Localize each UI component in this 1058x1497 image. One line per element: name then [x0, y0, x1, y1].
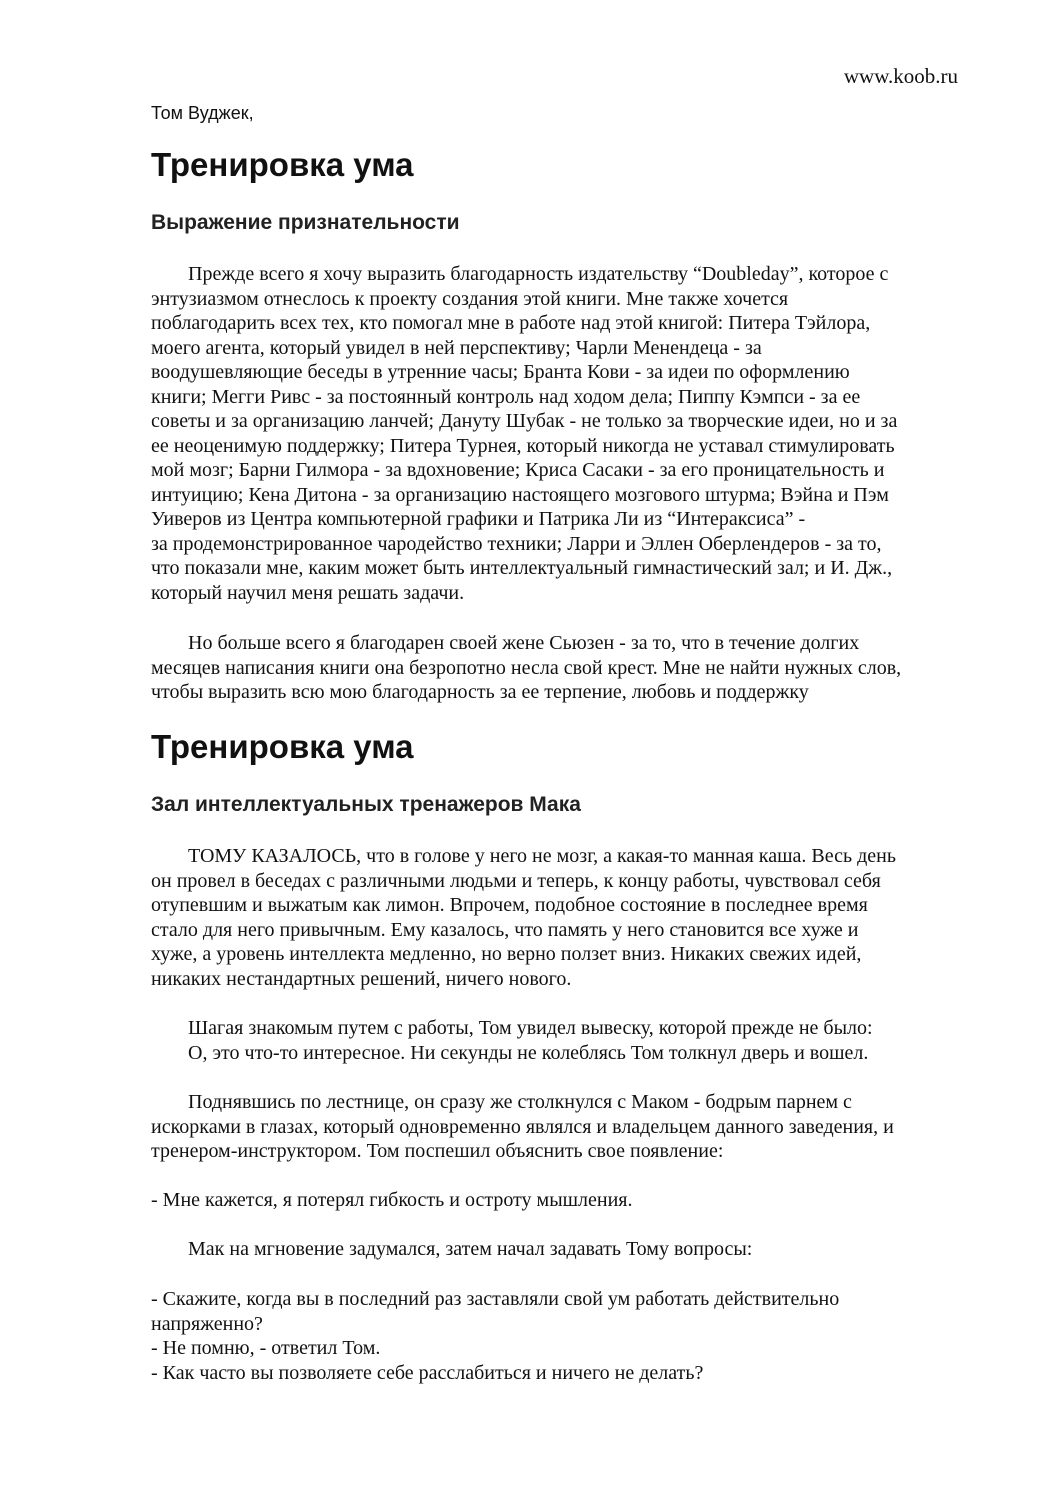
text-line: моего агента, который увидел в ней перспективу; Чарли Менендеца - за: [151, 336, 762, 359]
paragraph-wife: [151, 631, 966, 705]
site-url: www.koob.ru: [843, 64, 958, 88]
paragraph-story: [151, 1016, 966, 1065]
paragraph-acknowledgements: [151, 262, 966, 605]
dialogue-line: [151, 1188, 966, 1213]
text-line: Уиверов из Центра компьютерной графики и Патрика Ли из “Интераксиса” -: [151, 508, 806, 530]
text-line: книги; Мегги Ривс - за постоянный контроль над ходом дела; Пиппу Кэмпси - за ее: [151, 385, 861, 408]
text-line: что показали мне, каким может быть интеллектуальный гимнастический зал; и И. Дж.,: [151, 557, 893, 579]
section-title: Тренировка ума: [151, 146, 414, 183]
text-line: стало для него привычным. Ему казалось, что память у него становится все хуже и: [151, 918, 859, 941]
section-title: Тренировка ума: [151, 728, 414, 765]
text-line: советы и за организацию ланчей; Дануту Шубак - не только за творческие идеи, но и за: [151, 410, 898, 432]
text-line: за продемонстрированное чародейство техники; Ларри и Эллен Оберлендеров - за то,: [151, 532, 882, 555]
text-line: отупевшим и выжатым как лимон. Впрочем, подобное состояние в последнее время: [151, 894, 868, 916]
text-line: интуицию; Кена Дитона - за организацию настоящего мозгового штурма; Вэйна и Пэм: [151, 483, 889, 506]
text-line: поблагодарить всех тех, кто помогал мне в работе над этой книгой: Питера Тэйлора,: [151, 312, 871, 334]
text-line: Прежде всего я хочу выразить благодарность издательству “Doubleday”, которое с: [188, 263, 889, 285]
text-line: - Скажите, когда вы в последний раз заставляли свой ум работать действительно: [151, 1288, 840, 1310]
text-line: который научил меня решать задачи.: [151, 581, 465, 604]
dialogue-block: [151, 1287, 966, 1385]
text-line: никаких нестандартных решений, ничего нового.: [151, 967, 572, 990]
text-line: - Мне кажется, я потерял гибкость и остроту мышления.: [151, 1189, 633, 1211]
text-line: искорками в глазах, который одновременно являлся и владельцем данного заведения, и: [151, 1115, 894, 1138]
text-line: - Как часто вы позволяете себе расслабиться и ничего не делать?: [151, 1361, 704, 1384]
text-line: тренером-инструктором. Том поспешил объяснить свое появление:: [151, 1140, 724, 1162]
text-line: Поднявшись по лестнице, он сразу же столкнулся с Маком - бодрым парнем с: [188, 1091, 852, 1113]
paragraph-story: [151, 844, 966, 991]
paragraph-story: [151, 1237, 966, 1262]
text-line: энтузиазмом отнеслось к проекту создания этой книги. Мне также хочется: [151, 287, 789, 310]
text-line: мой мозг; Барни Гилмора - за вдохновение; Криса Сасаки - за его проницательность и: [151, 459, 885, 481]
author-name: Том Вуджек,: [151, 103, 254, 123]
text-line: ТОМУ КАЗАЛОСЬ, что в голове у него не мозг, а какая-то манная каша. Весь день: [188, 845, 896, 867]
text-line: он провел в беседах с различными людьми и теперь, к концу работы, чувствовал себя: [151, 869, 881, 892]
text-line: О, это что-то интересное. Ни секунды не колеблясь Том толкнул дверь и вошел.: [188, 1041, 869, 1064]
text-line: Но больше всего я благодарен своей жене Сьюзен - за то, что в течение долгих: [188, 632, 860, 654]
text-line: - Не помню, - ответил Том.: [151, 1337, 381, 1359]
text-line: чтобы выразить всю мою благодарность за ее терпение, любовь и поддержку: [151, 681, 809, 703]
section-subtitle: Выражение признательности: [151, 211, 460, 234]
text-line: Мак на мгновение задумался, затем начал задавать Тому вопросы:: [188, 1238, 753, 1260]
text-line: хуже, а уровень интеллекта медленно, но верно ползет вниз. Никаких свежих идей,: [151, 943, 862, 965]
text-line: Шагая знакомым путем с работы, Том увидел вывеску, которой прежде не было:: [188, 1017, 873, 1039]
section-subtitle: Зал интеллектуальных тренажеров Мака: [151, 793, 581, 816]
text-line: напряженно?: [151, 1312, 263, 1335]
text-line: месяцев написания книги она безропотно несла свой крест. Мне не найти нужных слов,: [151, 656, 902, 679]
text-line: ее неоценимую поддержку; Питера Турнея, который никогда не уставал стимулировать: [151, 434, 895, 457]
text-line: воодушевляющие беседы в утренние часы; Бранта Кови - за идеи по оформлению: [151, 361, 850, 383]
paragraph-story: [151, 1090, 966, 1164]
